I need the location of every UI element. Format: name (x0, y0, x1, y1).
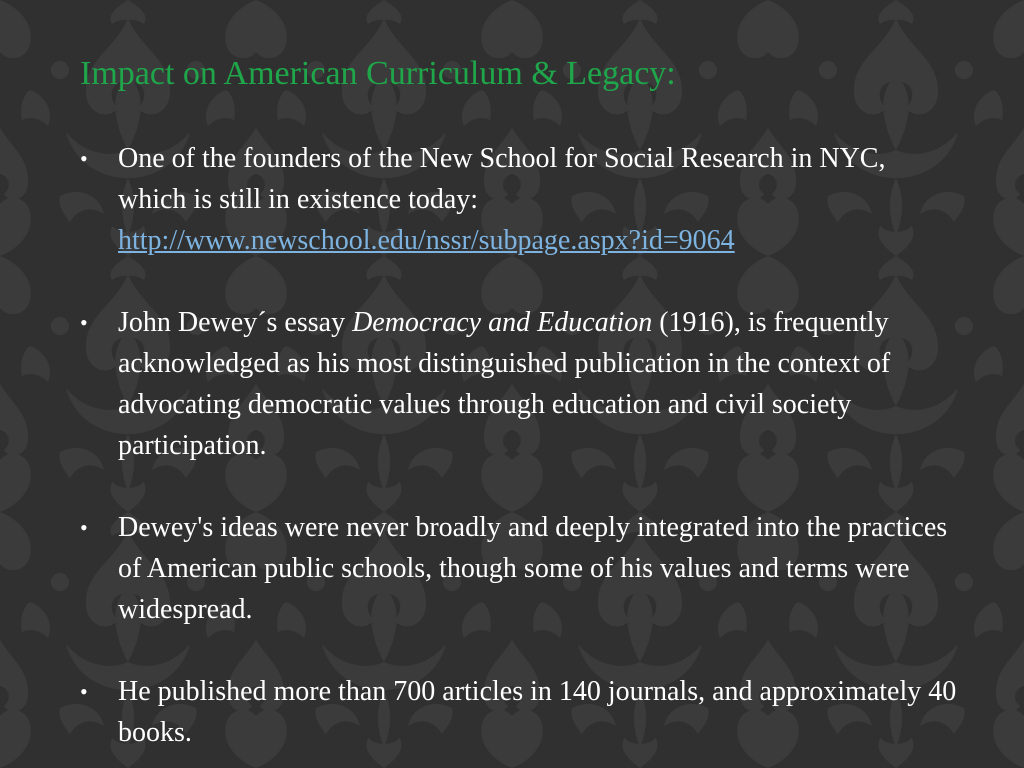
bullet-icon: • (80, 515, 88, 540)
bullet-item-new-school (80, 138, 960, 261)
bullet-text (118, 302, 960, 466)
bullet-text (118, 138, 960, 261)
bullet-icon: • (80, 310, 88, 335)
bullet-text: Dewey's ideas were never broadly and deeply integrated into the practices of American public schools, though some of his values and terms were widespread. (118, 512, 948, 625)
slide-title: Impact on American Curriculum & Legacy: (80, 55, 676, 92)
book-title-italic: Democracy and Education (352, 307, 653, 338)
bullet-text: He published more than 700 articles in 140 journals, and approximately 40 books. (118, 676, 957, 748)
bullet-text-content: One of the founders of the New School for Social Research in NYC, which is still in existence today: (118, 143, 886, 215)
bullet-item-democracy-education (80, 302, 960, 466)
bullet-text-before: John Dewey´s essay (118, 307, 353, 338)
new-school-link[interactable]: http://www.newschool.edu/nssr/subpage.aspx?id=9064 (118, 225, 735, 256)
bullet-item-ideas-integration (80, 507, 960, 630)
bullet-text-after: (1916), is frequently acknowledged as his most distinguished publication in the context of advocating democratic values through education and civil society participation. (118, 307, 891, 461)
bullet-item-publications (80, 671, 960, 753)
bullet-icon: • (80, 679, 88, 704)
bullet-icon: • (80, 146, 88, 171)
